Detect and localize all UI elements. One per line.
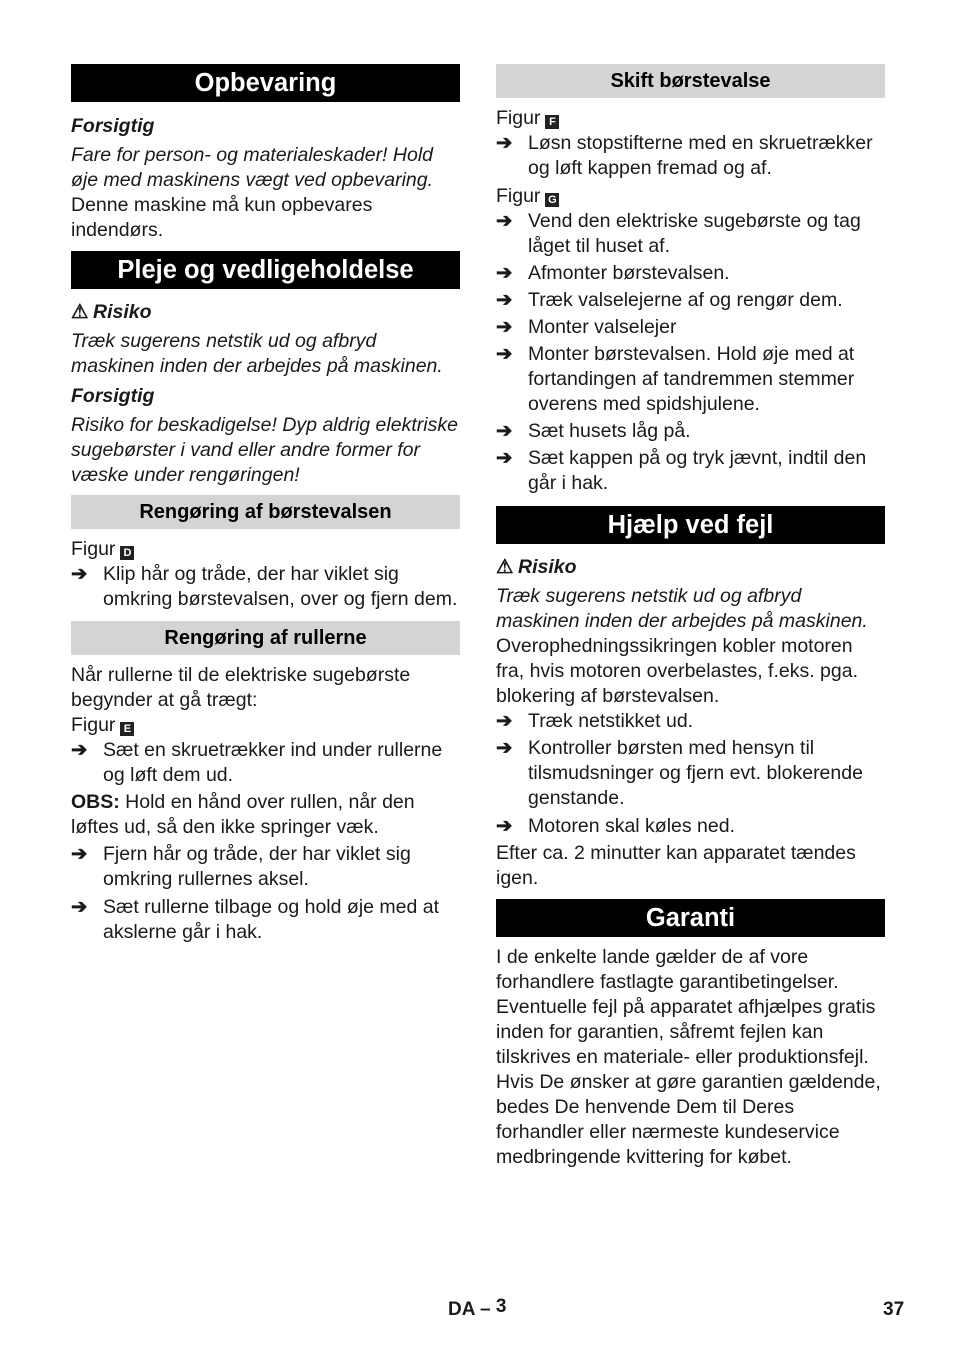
arrow-right-icon: ➔ (71, 896, 88, 918)
figure-letter-icon: E (120, 722, 134, 736)
arrow-right-icon: ➔ (496, 262, 513, 284)
step-text: Træk valselejerne af og rengør dem. (528, 289, 843, 311)
heading-opbevaring: Opbevaring (71, 64, 460, 102)
step (496, 736, 885, 811)
risk-text: Træk sugerens netstik ud og afbryd maskinen inden der arbejdes på maskinen. (71, 330, 443, 377)
right-column (496, 64, 885, 1170)
step (71, 738, 460, 788)
step (71, 842, 460, 892)
risk-label: Risiko (518, 556, 577, 578)
figur-label: Figur (71, 714, 116, 736)
overload-text: Overophedningssikringen kobler motoren fra, hvis motoren overbelastes, f.eks. pga. blokering af børstevalsen. (496, 635, 859, 707)
step-text: Træk netstikket ud. (528, 710, 694, 732)
warning-icon: ⚠ (496, 556, 514, 578)
step-text: Afmonter børstevalsen. (528, 262, 730, 284)
arrow-right-icon: ➔ (496, 710, 513, 732)
figur-label: Figur (71, 538, 116, 560)
figur-label: Figur (496, 107, 541, 129)
figur-e (71, 713, 460, 738)
ruller-intro: Når rullerne til de elektriske sugebørste begynder at gå trægt: (71, 664, 411, 711)
obs-label: OBS: (71, 791, 120, 813)
step-text: Monter børstevalsen. Hold øje med at fortandingen af tandremmen stemmer overens med spidshjulene. (528, 343, 855, 415)
step-text: Fjern hår og tråde, der har viklet sig omkring rullernes aksel. (103, 843, 411, 890)
arrow-right-icon: ➔ (496, 447, 513, 469)
left-column (71, 64, 460, 945)
arrow-right-icon: ➔ (496, 289, 513, 311)
page-number: 37 (883, 1299, 905, 1320)
step-text: Sæt rullerne tilbage og hold øje med at akslerne går i hak. (103, 896, 440, 943)
step (496, 419, 885, 444)
caution-text-2: Risiko for beskadigelse! Dyp aldrig elektriske sugebørster i vand eller andre former for væske under rengøringen! (71, 414, 458, 486)
step-text: Klip hår og tråde, der har viklet sig omkring børstevalsen, over og fjern dem. (103, 563, 458, 610)
arrow-right-icon: ➔ (496, 420, 513, 442)
step (496, 342, 885, 417)
caution-label: Forsigtig (71, 115, 155, 137)
step (71, 562, 460, 612)
step (71, 895, 460, 945)
step (496, 814, 885, 839)
obs-note (71, 790, 460, 840)
garanti-text: I de enkelte lande gælder de af vore forhandlere fastlagte garantibetingelser. Eventuelle fejl på apparatet afhjælpes gratis inden for garantien, såfremt fejlen kan tilskrives en materiale- eller produktionsfejl. Hvis De ønsker at gøre garantien gældende, bedes De henvende Dem til Deres forhandler eller nærmeste kundeservice medbringende kvittering for købet. (496, 946, 881, 1168)
arrow-right-icon: ➔ (496, 210, 513, 232)
caution-label-2: Forsigtig (71, 385, 155, 407)
step (496, 209, 885, 259)
storage-text: Denne maskine må kun opbevares indendørs. (71, 194, 373, 241)
footer-section (448, 1297, 506, 1322)
step (496, 709, 885, 734)
step-text: Kontroller børsten med hensyn til tilsmudsninger og fjern evt. blokerende genstande. (528, 737, 863, 809)
heading-rengoring-ruller: Rengøring af rullerne (71, 621, 460, 655)
heading-hjaelp: Hjælp ved fejl (496, 506, 885, 544)
caution-text: Fare for person- og materialeskader! Hold øje med maskinens vægt ved opbevaring. (71, 144, 434, 191)
arrow-right-icon: ➔ (496, 343, 513, 365)
figur-label: Figur (496, 185, 541, 207)
arrow-right-icon: ➔ (496, 815, 513, 837)
after-text: Efter ca. 2 minutter kan apparatet tændes igen. (496, 842, 856, 889)
arrow-right-icon: ➔ (496, 737, 513, 759)
step (496, 131, 885, 181)
figure-letter-icon: G (545, 193, 559, 207)
figur-d (71, 537, 460, 562)
heading-garanti: Garanti (496, 899, 885, 937)
step (496, 261, 885, 286)
step (496, 288, 885, 313)
obs-text: Hold en hånd over rullen, når den løftes ud, så den ikke springer væk. (71, 791, 415, 838)
figure-letter-icon: D (120, 546, 134, 560)
step-text: Vend den elektriske sugebørste og tag låget til huset af. (528, 210, 861, 257)
arrow-right-icon: ➔ (71, 843, 88, 865)
figur-f (496, 106, 885, 131)
figur-g (496, 184, 885, 209)
heading-skift: Skift børstevalse (496, 64, 885, 98)
arrow-right-icon: ➔ (71, 739, 88, 761)
footer-section-number: 3 (495, 1296, 507, 1317)
arrow-right-icon: ➔ (496, 316, 513, 338)
step-text: Sæt en skruetrækker ind under rullerne og løft dem ud. (103, 739, 443, 786)
step-text: Løsn stopstifterne med en skruetrækker og løft kappen fremad og af. (528, 132, 873, 179)
step-text: Motoren skal køles ned. (528, 815, 736, 837)
step-text: Sæt kappen på og tryk jævnt, indtil den går i hak. (528, 447, 867, 494)
footer-dash: – (480, 1299, 491, 1320)
step (496, 315, 885, 340)
step (496, 446, 885, 496)
heading-rengoring-borste: Rengøring af børstevalsen (71, 495, 460, 529)
figure-letter-icon: F (545, 115, 559, 129)
step-text: Monter valselejer (528, 316, 677, 338)
risk-text: Træk sugerens netstik ud og afbryd maskinen inden der arbejdes på maskinen. (496, 585, 868, 632)
footer-lang: DA (448, 1299, 475, 1320)
heading-pleje: Pleje og vedligeholdelse (71, 251, 460, 289)
risk-label: Risiko (93, 301, 152, 323)
risk-label-row (71, 300, 460, 325)
arrow-right-icon: ➔ (496, 132, 513, 154)
risk-label-row (496, 555, 885, 580)
warning-icon: ⚠ (71, 301, 89, 323)
arrow-right-icon: ➔ (71, 563, 88, 585)
step-text: Sæt husets låg på. (528, 420, 691, 442)
